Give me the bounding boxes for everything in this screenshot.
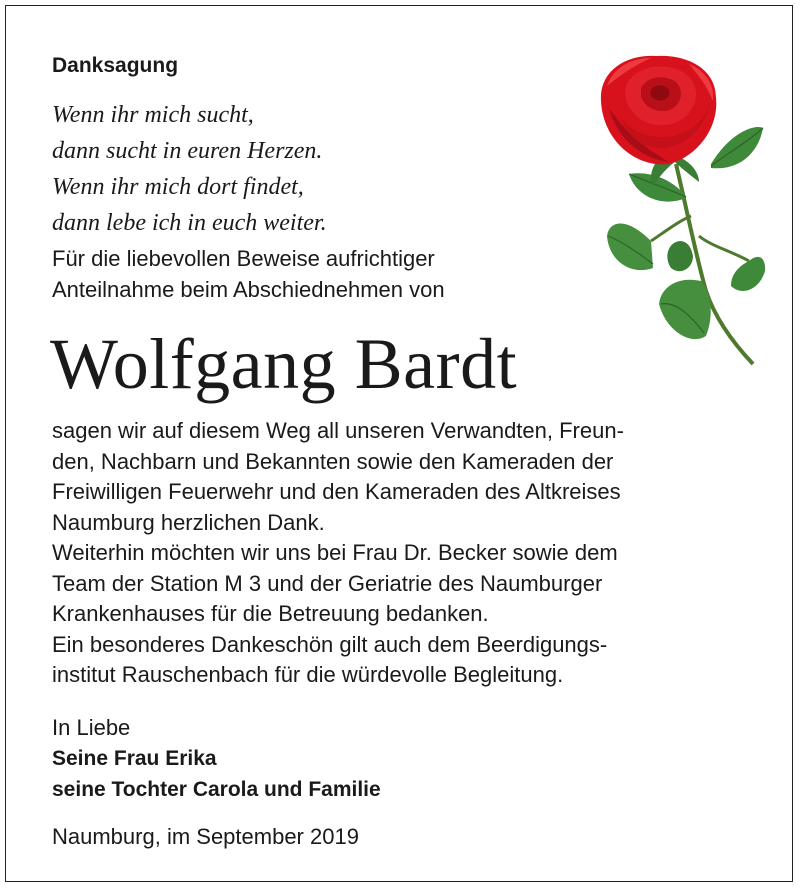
poem-line: Wenn ihr mich sucht, — [52, 102, 254, 128]
signature-line: seine Tochter Carola und Familie — [52, 778, 381, 801]
poem-line: dann lebe ich in euch weiter. — [52, 210, 327, 236]
intro-line: Für die liebevollen Beweise aufrichtiger — [52, 246, 435, 271]
body-line: Weiterhin möchten wir uns bei Frau Dr. Becker sowie dem — [52, 540, 618, 565]
signatures — [52, 743, 381, 805]
body-line: Krankenhauses für die Betreuung bedanken. — [52, 601, 489, 626]
notice-frame — [5, 5, 793, 882]
notice-heading: Danksagung — [52, 54, 179, 77]
place-date: Naumburg, im September 2019 — [52, 824, 359, 849]
closing-text: In Liebe — [52, 715, 131, 740]
poem-line: dann sucht in euren Herzen. — [52, 138, 323, 164]
intro-text — [52, 243, 445, 305]
body-line: den, Nachbarn und Bekannten sowie den Kameraden der — [52, 448, 614, 474]
intro-line: Anteilnahme beim Abschiednehmen von — [52, 277, 445, 302]
body-line: Naumburg herzlichen Dank. — [52, 509, 325, 535]
deceased-name: Wolfgang Bardt — [50, 324, 518, 404]
poem-line: Wenn ihr mich dort findet, — [52, 174, 304, 200]
body-line: sagen wir auf diesem Weg all unseren Verwandten, Freun- — [52, 418, 624, 443]
signature-line: Seine Frau Erika — [52, 747, 217, 770]
red-rose-icon — [581, 46, 766, 376]
body-line: Ein besonderes Dankeschön gilt auch dem Beerdigungs- — [52, 631, 608, 657]
body-line: Team der Station M 3 und der Geriatrie des Naumburger — [52, 570, 603, 596]
body-line: Freiwilligen Feuerwehr und den Kameraden des Altkreises — [52, 479, 621, 504]
poem — [52, 97, 327, 241]
thanks-body — [52, 416, 624, 691]
body-line: institut Rauschenbach für die würdevolle Begleitung. — [52, 662, 564, 687]
